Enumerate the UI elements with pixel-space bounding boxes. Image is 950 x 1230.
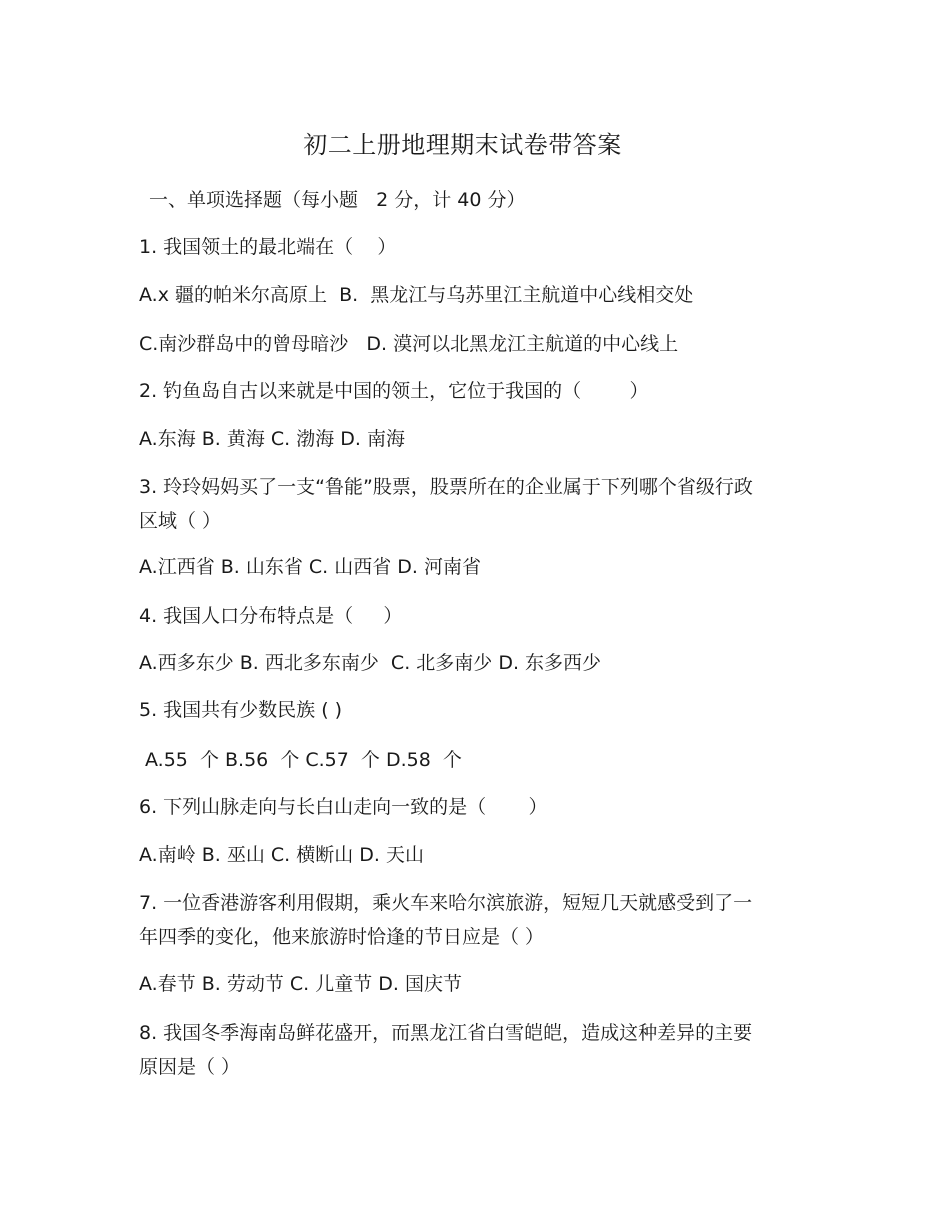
question-5: 5. 我国共有少数民族 ( ) — [139, 699, 343, 721]
section-heading: 一、单项选择题（每小题 2 分，计 40 分） — [149, 189, 526, 211]
document-title: 初二上册地理期末试卷带答案 — [303, 131, 622, 159]
question-3-options: A.江西省 B. 山东省 C. 山西省 D. 河南省 — [139, 556, 481, 578]
question-6: 6. 下列山脉走向与长白山走向一致的是（ ） — [139, 796, 548, 818]
question-6-options: A.南岭 B. 巫山 C. 横断山 D. 天山 — [139, 844, 424, 866]
question-5-options: A.55 个 B.56 个 C.57 个 D.58 个 — [145, 749, 462, 771]
question-4: 4. 我国人口分布特点是（ ） — [139, 605, 403, 627]
question-1: 1. 我国领土的最北端在（ ） — [139, 236, 397, 258]
question-1-options-ab: A.x 疆的帕米尔高原上 B. 黑龙江与乌苏里江主航道中心线相交处 — [139, 284, 694, 306]
question-3: 3. 玲玲妈妈买了一支“鲁能”股票，股票所在的企业属于下列哪个省级行政区域（ ） — [139, 476, 753, 532]
question-7-options: A.春节 B. 劳动节 C. 儿童节 D. 国庆节 — [139, 973, 462, 995]
question-1-options-cd: C.南沙群岛中的曾母暗沙 D. 漠河以北黑龙江主航道的中心线上 — [139, 333, 679, 355]
question-7: 7. 一位香港游客利用假期，乘火车来哈尔滨旅游，短短几天就感受到了一年四季的变化，他来旅游时恰逢的节日应是（ ） — [139, 892, 753, 948]
question-2-options: A.东海 B. 黄海 C. 渤海 D. 南海 — [139, 428, 405, 450]
question-4-options: A.西多东少 B. 西北多东南少 C. 北多南少 D. 东多西少 — [139, 652, 602, 674]
question-8: 8. 我国冬季海南岛鲜花盛开，而黑龙江省白雪皑皑，造成这种差异的主要原因是（ ） — [139, 1022, 753, 1078]
question-2: 2. 钓鱼岛自古以来就是中国的领土，它位于我国的（ ） — [139, 380, 649, 402]
